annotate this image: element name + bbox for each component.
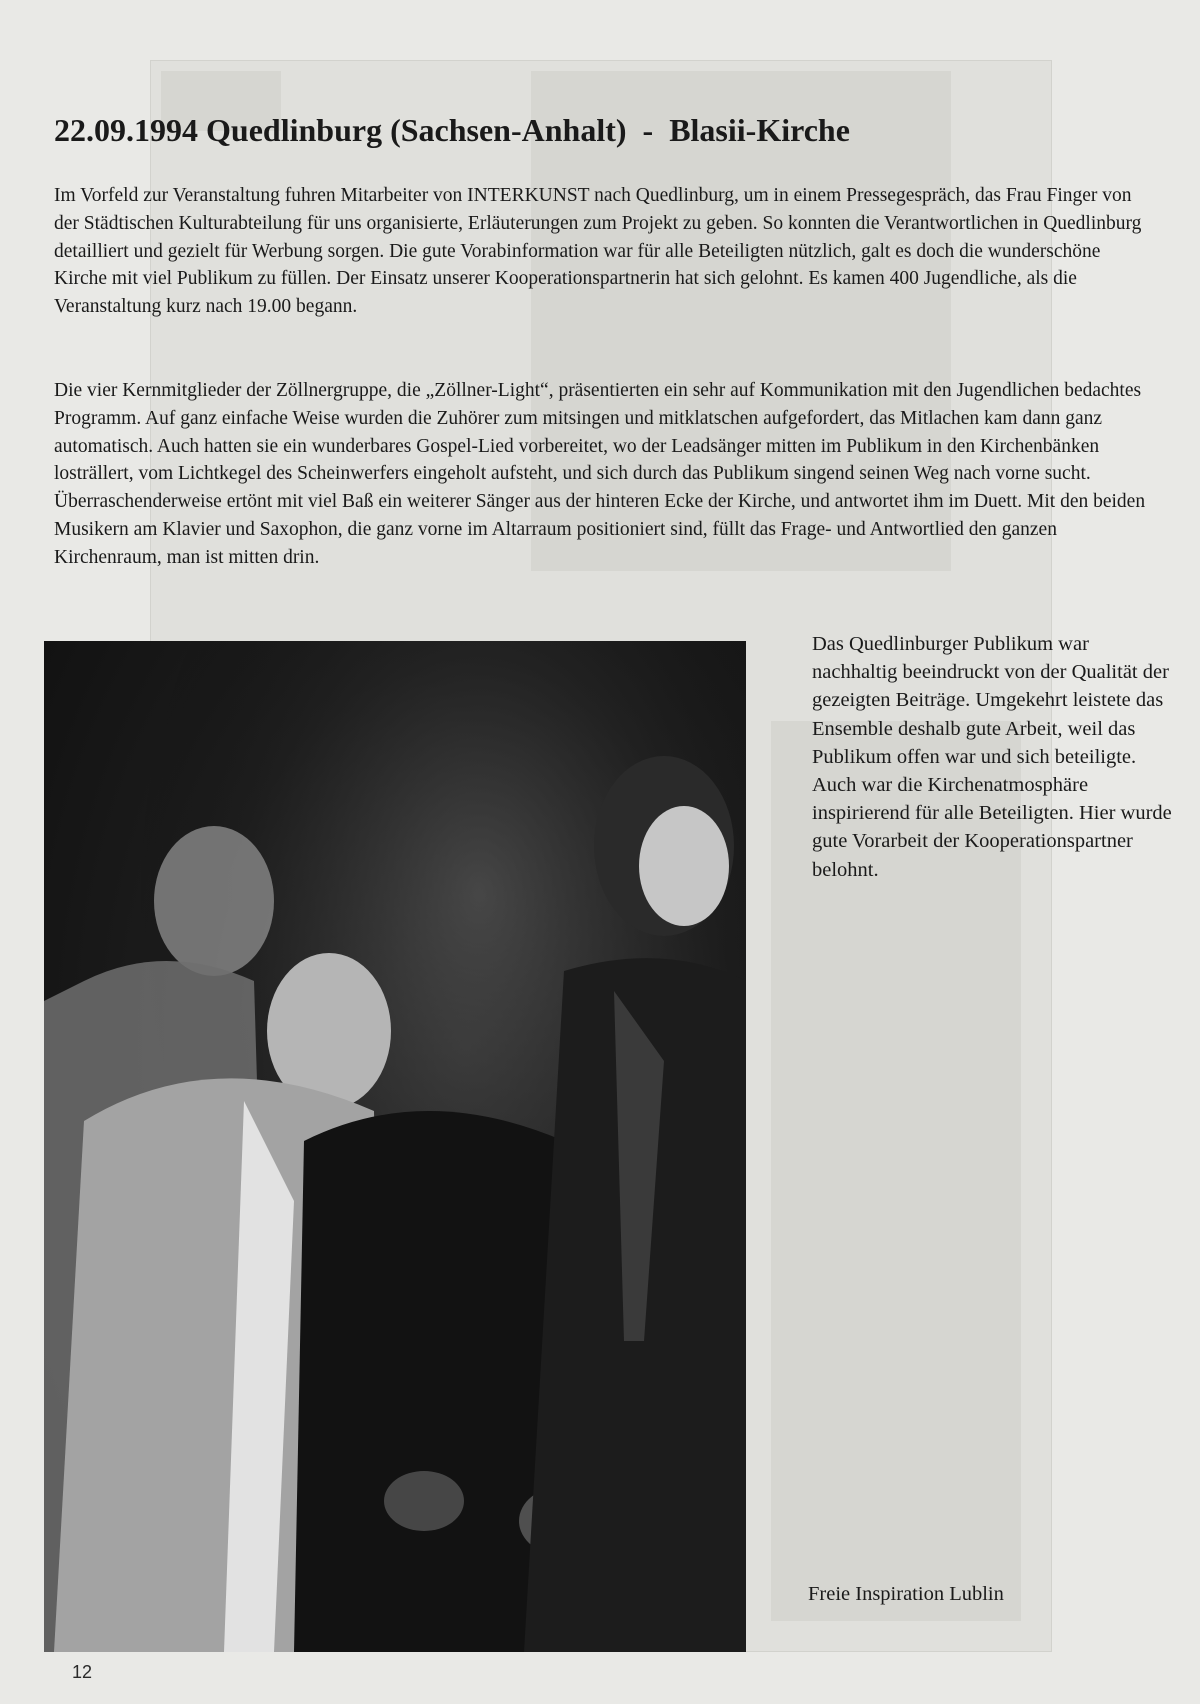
photo-caption: Freie Inspiration Lublin [808,1583,1004,1605]
event-location: Quedlinburg (Sachsen-Anhalt) [206,112,627,148]
page-number: 12 [72,1662,93,1682]
performers-photo-illustration [44,641,746,1652]
event-venue: Blasii-Kirche [669,112,850,148]
heading-separator: - [642,112,654,148]
performers-photo [44,641,746,1652]
body-paragraph-1: Im Vorfeld zur Veranstaltung fuhren Mitarbeiter von INTERKUNST nach Quedlinburg, um in einem Pressegespräch, das Frau Finger von der Städtischen Kulturabteilung für uns organisierte, Erläuterungen zum Projekt zu geben. So konnten die Verantwortlichen in Quedlinburg detailliert und gezielt für Werbung sorgen. Die gute Vorabinformation war für alle Beteiligten nützlich, galt es doch die wunderschöne Kirche mit viel Publikum zu füllen. Der Einsatz unserer Kooperationspartnerin hat sich gelohnt. Es kamen 400 Jugendliche, als die Veranstaltung kurz nach 19.00 begann. [54,185,1142,318]
event-date: 22.09.1994 [54,112,198,148]
sidebar-text: Das Quedlinburger Publikum war nachhaltig beeindruckt von der Qualität der gezeigten Beiträge. Umgekehrt leistete das Ensemble deshalb gute Arbeit, weil das Publikum offen war und sich beteiligte. Auch war die Kirchenatmosphäre inspirierend für alle Beteiligten. Hier wurde gute Vorarbeit der Kooperationspartner belohnt. [812,633,1172,881]
body-paragraph-2: Die vier Kernmitglieder der Zöllnergruppe, die „Zöllner-Light“, präsentierten ein sehr auf Kommunikation mit den Jugendlichen bedachtes Programm. Auf ganz einfache Weise wurden die Zuhörer zum mitsingen und mitklatschen aufgefordert, das Mitlachen kam dann ganz automatisch. Auch hatten sie ein wunderbares Gospel-Lied vorbereitet, wo der Leadsänger mitten im Publikum in den Kirchenbänken losträllert, vom Lichtkegel des Scheinwerfers eingeholt aufsteht, und sich durch das Publikum singend seinen Weg nach vorne sucht. Überraschenderweise ertönt mit viel Baß ein weiterer Sänger aus der hinteren Ecke der Kirche, und antwortet ihm im Duett. Mit den beiden Musikern am Klavier und Saxophon, die ganz vorne im Altarraum positioniert sind, füllt das Frage- und Antwortlied den ganzen Kirchenraum, man ist mitten drin. [54,380,1146,568]
page-heading [54,112,1154,149]
